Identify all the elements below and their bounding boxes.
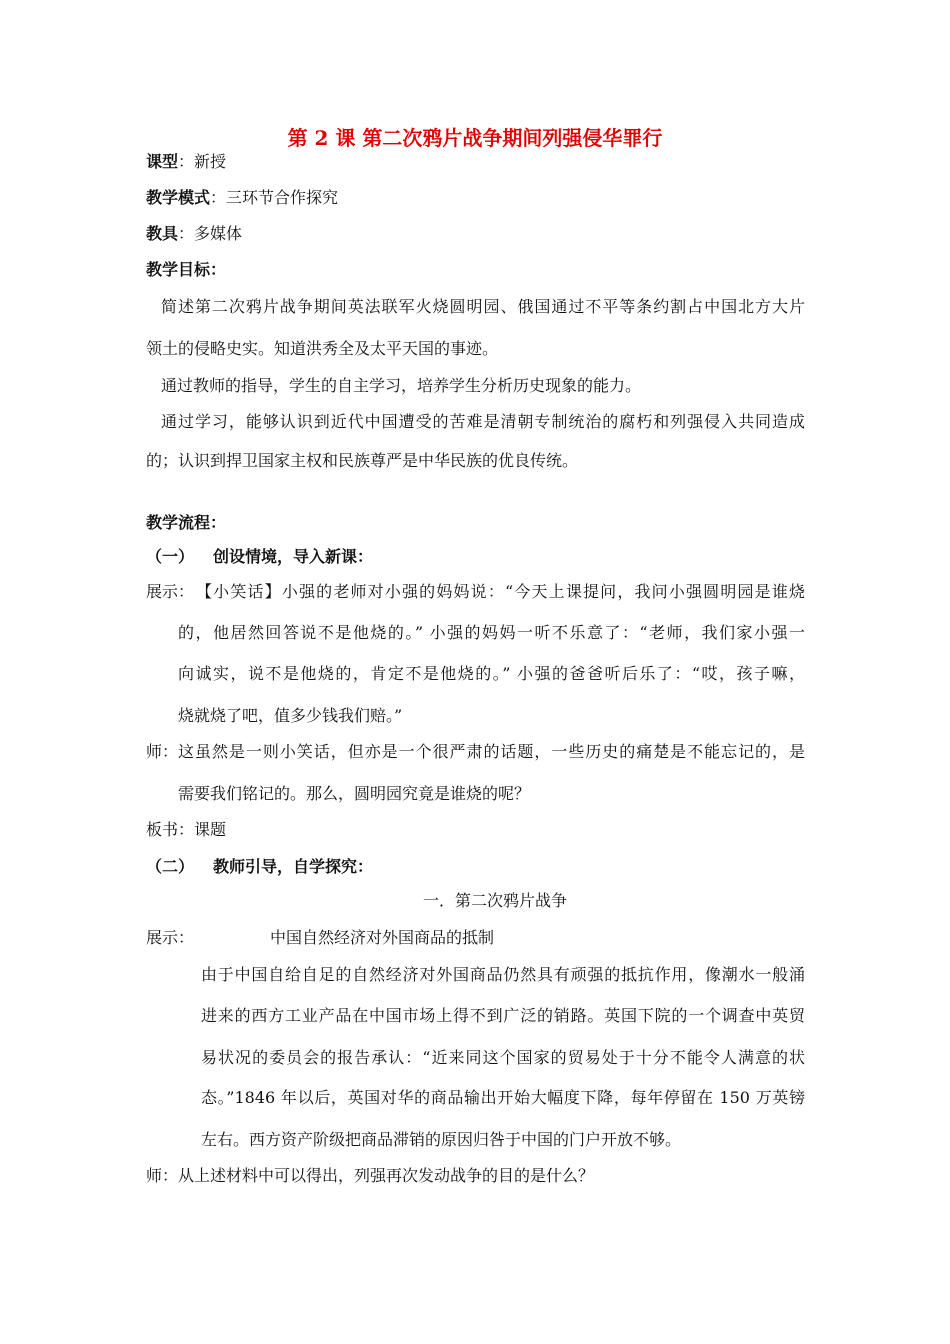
meta-label: 课型 <box>146 152 179 171</box>
colon: ： <box>178 152 195 171</box>
meta-lesson-type <box>146 151 226 173</box>
teacher-line: 这虽然是一则小笑话，但亦是一个很严肃的话题，一些历史的痛楚是不能忘记的，是 <box>178 742 805 761</box>
joke-line: 的，他居然回答说不是他烧的。” 小强的妈妈一听不乐意了：“老师，我们家小强一 <box>178 623 805 642</box>
joke-line: 向诚实，说不是他烧的，肯定不是他烧的。” 小强的爸爸听后乐了：“哎，孩子嘛， <box>178 664 805 683</box>
show-label: 展示： <box>146 928 195 947</box>
goal-line: 的；认识到捍卫国家主权和民族尊严是中华民族的优良传统。 <box>146 451 579 470</box>
lesson-title: 第 2 课 第二次鸦片战争期间列强侵华罪行 <box>287 126 663 150</box>
meta-value: 新授 <box>194 152 227 171</box>
material-line: 左右。西方资产阶级把商品滞销的原因归咎于中国的门户开放不够。 <box>201 1130 682 1149</box>
meta-label: 教具 <box>146 224 179 243</box>
teacher-label: 师： <box>146 742 179 761</box>
colon: ： <box>210 188 227 207</box>
step-number: （二） <box>146 857 195 876</box>
flow-heading: 教学流程： <box>146 513 227 532</box>
goal-line: 通过教师的指导，学生的自主学习，培养学生分析历史现象的能力。 <box>161 376 642 395</box>
goal-line: 领土的侵略史实。知道洪秀全及太平天国的事迹。 <box>146 339 499 358</box>
meta-value: 多媒体 <box>194 224 243 243</box>
teacher-question: 从上述材料中可以得出，列强再次发动战争的目的是什么？ <box>178 1166 595 1185</box>
goals-heading: 教学目标： <box>146 260 227 279</box>
material-line: 进来的西方工业产品在中国市场上得不到广泛的销路。英国下院的一个调查中英贸 <box>201 1006 805 1025</box>
colon: ： <box>178 224 195 243</box>
joke-line: 烧就烧了吧，值多少钱我们赔。” <box>178 706 403 725</box>
meta-teaching-aids <box>146 223 242 245</box>
meta-value: 三环节合作探究 <box>226 188 339 207</box>
teacher-label: 师： <box>146 1166 179 1185</box>
section-heading: 一．第二次鸦片战争 <box>422 891 567 910</box>
goal-line: 简述第二次鸦片战争期间英法联军火烧圆明园、俄国通过不平等条约割占中国北方大片 <box>161 297 805 316</box>
step-number: （一） <box>146 547 195 566</box>
show-label: 展示： <box>146 582 195 601</box>
meta-label: 教学模式 <box>146 188 211 207</box>
material-title: 中国自然经济对外国商品的抵制 <box>270 928 495 947</box>
joke-line: 【小笑话】小强的老师对小强的妈妈说：“今天上课提问，我问小强圆明园是谁烧 <box>196 582 805 601</box>
material-line: 易状况的委员会的报告承认：“近来同这个国家的贸易处于十分不能令人满意的状 <box>201 1048 805 1067</box>
step-title: 教师引导，自学探究： <box>213 857 374 876</box>
goal-line: 通过学习，能够认识到近代中国遭受的苦难是清朝专制统治的腐朽和列强侵入共同造成 <box>161 412 805 431</box>
board-note: 板书：课题 <box>146 820 227 839</box>
teacher-line: 需要我们铭记的。那么，圆明园究竟是谁烧的呢？ <box>178 784 531 803</box>
material-line: 由于中国自给自足的自然经济对外国商品仍然具有顽强的抵抗作用，像潮水一般涌 <box>201 965 805 984</box>
step-title: 创设情境，导入新课： <box>213 547 374 566</box>
material-line: 态。”1846 年以后，英国对华的商品输出开始大幅度下降，每年停留在 150 万英镑 <box>201 1088 805 1107</box>
meta-teaching-mode <box>146 187 338 209</box>
